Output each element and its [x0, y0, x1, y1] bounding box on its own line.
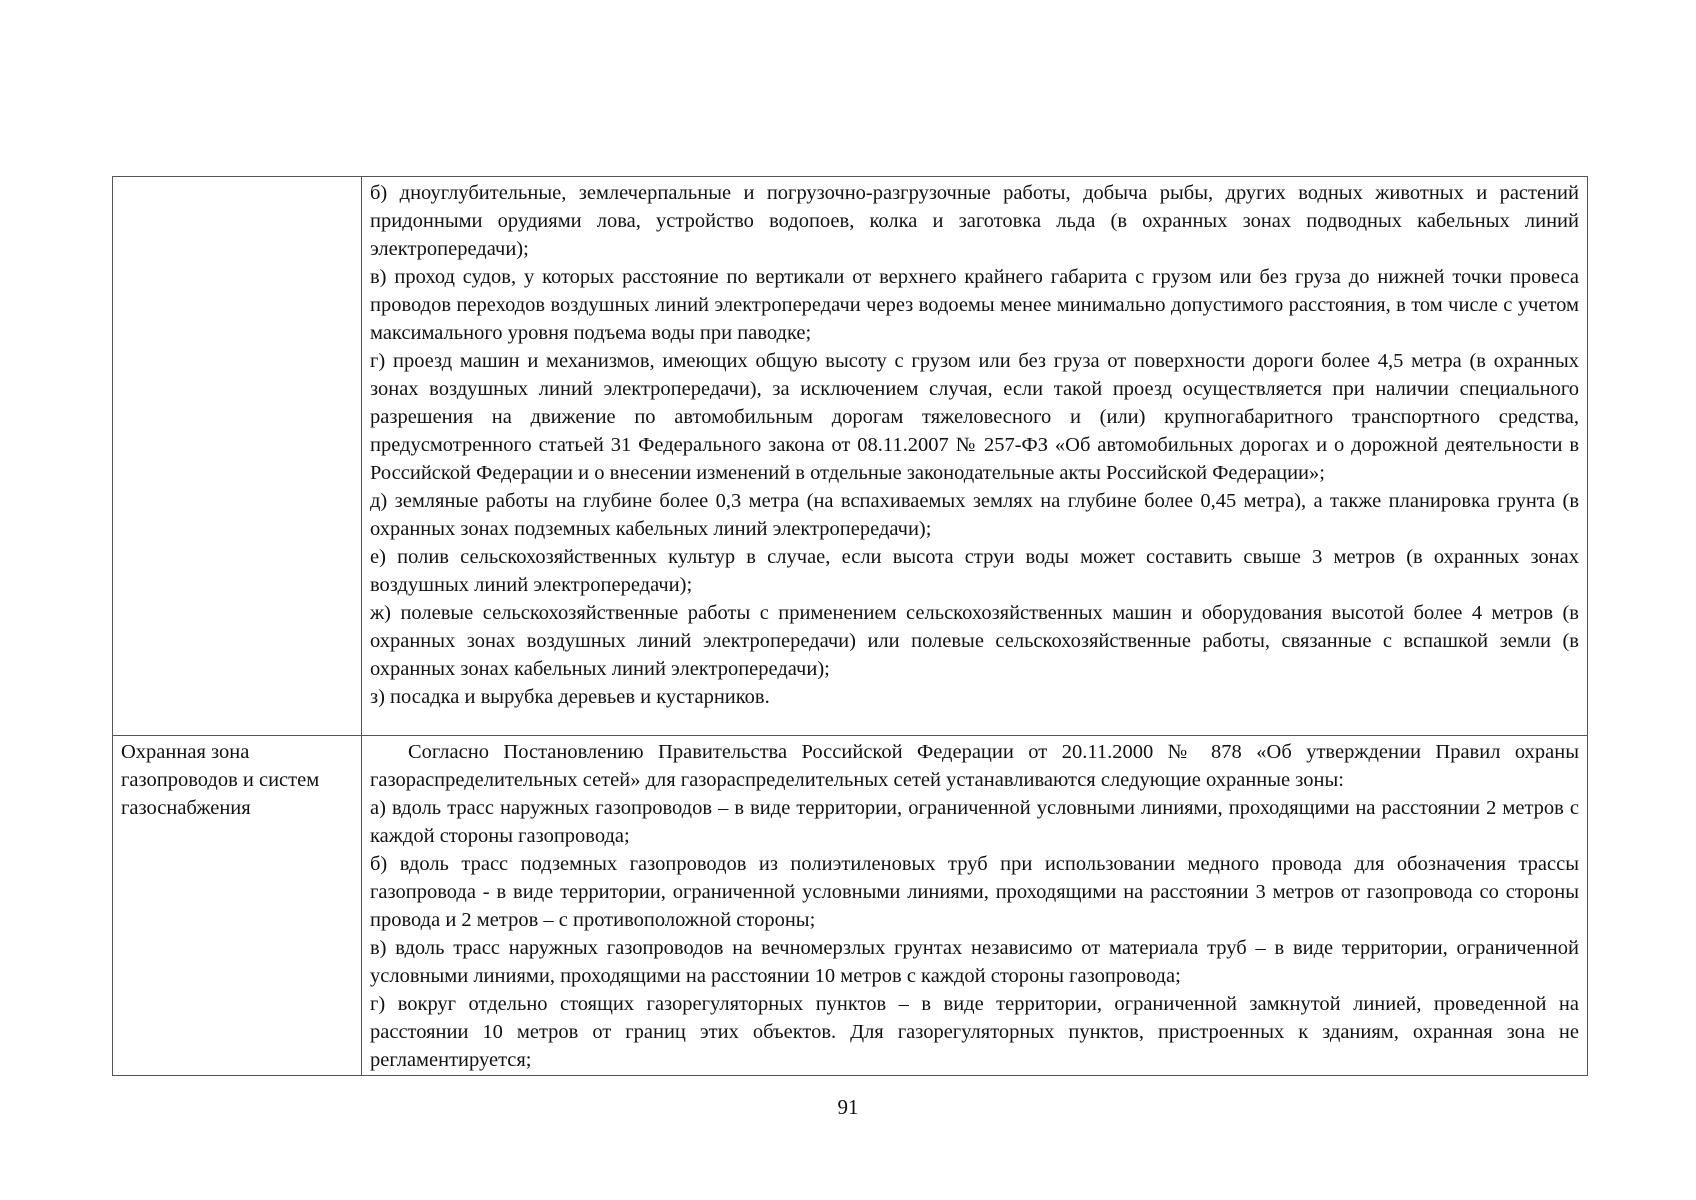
intro-paragraph: Согласно Постановлению Правительства Российской Федерации от 20.11.2000 № 878 «Об утверждении Правил охраны газораспределительных сетей» для газораспределительных сетей устанавливаются следующие охранные зоны:: [370, 741, 1579, 791]
table-row: [113, 177, 1588, 736]
list-item: г) вокруг отдельно стоящих газорегуляторных пунктов – в виде территории, ограниченной замкнутой линией, проведенной на расстоянии 10 метров от границ этих объектов. Для газорегуляторных пунктов, пристроенных к зданиям, охранная зона не регламентируется;: [370, 993, 1579, 1071]
list-item: з) посадка и вырубка деревьев и кустарников.: [370, 686, 770, 708]
list-item: б) дноуглубительные, землечерпальные и погрузочно-разгрузочные работы, добыча рыбы, других водных животных и растений придонными орудиями лова, устройство водопоев, колка и заготовка льда (в охранных зонах подводных кабельных линий электропередачи);: [370, 182, 1579, 260]
regulation-cell: [362, 736, 1588, 1076]
list-item: г) проезд машин и механизмов, имеющих общую высоту с грузом или без груза от поверхности дороги более 4,5 метра (в охранных зонах воздушных линий электропередачи), за исключением случая, если такой проезд осуществляется при наличии специального разрешения на движение по автомобильным дорогам тяжеловесного и (или) крупногабаритного транспортного средства, предусмотренного статьей 31 Федерального закона от 08.11.2007 № 257-ФЗ «Об автомобильных дорогах и о дорожной деятельности в Российской Федерации и о внесении изменений в отдельные законодательные акты Российской Федерации»;: [370, 350, 1579, 484]
restrictions-cell: [362, 177, 1588, 736]
list-item: в) проход судов, у которых расстояние по вертикали от верхнего крайнего габарита с грузом или без груза до нижней точки провеса проводов переходов воздушных линий электропередачи через водоемы менее минимально допустимого расстояния, в том числе с учетом максимального уровня подъема воды при паводке;: [370, 266, 1579, 344]
zone-name-cell: [113, 177, 362, 736]
list-item: ж) полевые сельскохозяйственные работы с применением сельскохозяйственных машин и оборудования высотой более 4 метров (в охранных зонах воздушных линий электропередачи) или полевые сельскохозяйственные работы, связанные с вспашкой земли (в охранных зонах кабельных линий электропередачи);: [370, 602, 1579, 680]
list-item: б) вдоль трасс подземных газопроводов из полиэтиленовых труб при использовании медного провода для обозначения трассы газопровода - в виде территории, ограниченной условными линиями, проходящими на расстоянии 3 метров от газопровода со стороны провода и 2 метров – с противоположной стороны;: [370, 853, 1579, 931]
list-item: в) вдоль трасс наружных газопроводов на вечномерзлых грунтах независимо от материала труб – в виде территории, ограниченной условными линиями, проходящими на расстоянии 10 метров с каждой стороны газопровода;: [370, 937, 1579, 987]
table-row: [113, 736, 1588, 1076]
list-item: д) земляные работы на глубине более 0,3 метра (на вспахиваемых землях на глубине более 0,45 метра), а также планировка грунта (в охранных зонах подземных кабельных линий электропередачи);: [370, 490, 1579, 540]
list-item: а) вдоль трасс наружных газопроводов – в виде территории, ограниченной условными линиями, проходящими на расстоянии 2 метров с каждой стороны газопровода;: [370, 797, 1579, 847]
list-item: е) полив сельскохозяйственных культур в случае, если высота струи воды может составить свыше 3 метров (в охранных зонах воздушных линий электропередачи);: [370, 546, 1579, 596]
page-number: 91: [837, 1095, 859, 1119]
zone-name-cell: Охранная зона газопроводов и систем газоснабжения: [113, 736, 362, 1076]
zones-table: [112, 176, 1588, 1076]
